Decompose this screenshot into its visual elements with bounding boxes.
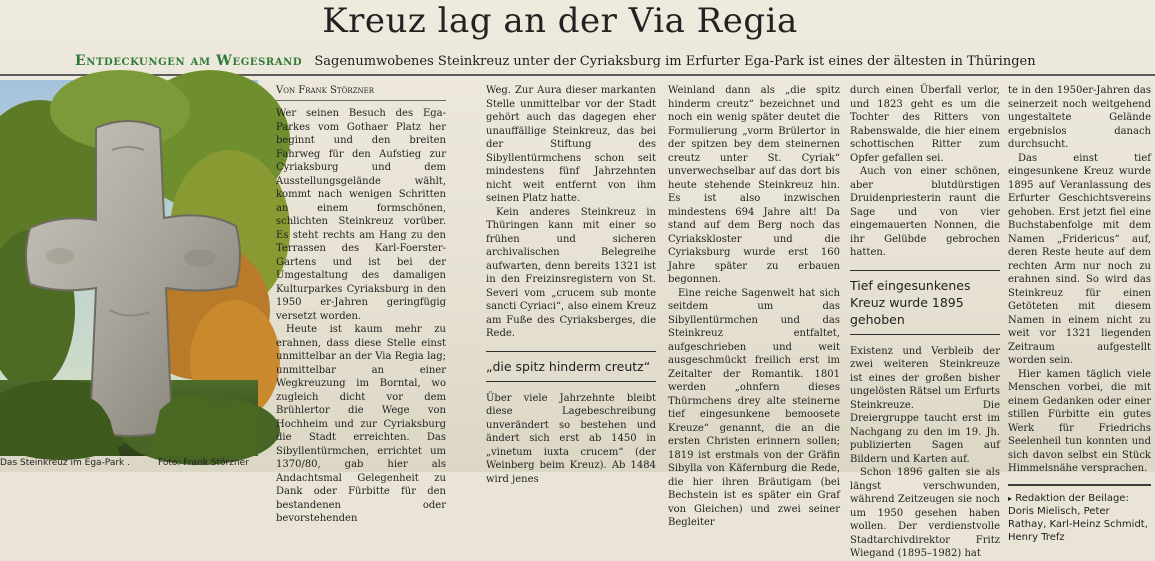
- editorial-note-text: Redaktion der Beilage: Doris Mielisch, Peter Rathay, Karl-Heinz Schmidt, Henry Trefz: [1008, 492, 1148, 543]
- photo-credit: Foto: Frank Störzner: [158, 458, 249, 468]
- paragraph: Auch von einer schönen, aber blutdürstigen Druidenpriesterin raunt die Sage und von vier eingemauerten Nonnen, die ihr Gelübde gebrochen hatten.: [850, 166, 1000, 258]
- article-column-5: [1008, 84, 1151, 543]
- stone-cross-illustration: [0, 80, 258, 456]
- paragraph: Kein anderes Steinkreuz in Thüringen kann mit einer so frühen und sicheren archivalischen Belegreihe aufwarten, denn bereits 1321 ist in den Freizinsregistern von St. Severi vom „crucem sub monte sancti Cyriaci“, also einem Kreuz am Fuße des Cyriaksberges, die Rede.: [486, 206, 656, 339]
- paragraph: Schon 1896 galten sie als längst verschwunden, während Zeitzeugen sie noch um 1950 gesehen haben wollen. Der verdienstvolle Stadtarchivdirektor Fritz Wiegand (1895–1982) hat: [850, 467, 1000, 559]
- subheadline: Sagenumwobenes Steinkreuz unter der Cyriaksburg im Erfurter Ega-Park ist eines der ältesten in Thüringen: [314, 54, 1036, 69]
- headline: Kreuz lag an der Via Regia: [322, 1, 798, 41]
- paragraph: Weinland dann als „die spitz hinderm creutz“ bezeichnet und noch ein wenig später deutet die Formulierung „vorm Brülertor in der spitzen bey dem steinernen creutz unter St. Cyriak“ unverwechselbar auf das dort bis heute stehende Steinkreuz hin. Es ist also inzwischen mindestens 694 Jahre alt! Da stand auf dem Berg noch das Cyriakskloster und die Cyriaksburg wurde erst 160 Jahre später zu erbauen begonnen.: [668, 85, 840, 285]
- stone-cross-photo: [0, 80, 258, 456]
- paragraph: Über viele Jahrzehnte bleibt diese Lagebeschreibung unverändert so bestehen und ändert sich erst ab 1450 in „vinetum iuxta crucem“ (der Weinberg beim Kreuz). Ab 1484 wird jenes: [486, 392, 656, 485]
- byline: Von Frank Störzner: [276, 84, 446, 101]
- paragraph: Eine reiche Sagenwelt hat sich seitdem um das Sibyllentürmchen und das Steinkreuz entfaltet, aufgeschrieben und weit ausgeschmückt freilich erst im Zeitalter der Romantik. 1801 werden „ohnfern dieses Thürmchens drey alte steinerne tief eingesunkene bemoosete Kreuze“ genannt, die an die ersten Christen erinnern sollen; 1819 ist erstmals von der Gräfin Sibylla von Käfernburg die Rede, die hier ihren Bräutigam (bei Bechstein ist es später ein Graf von Gleichen) und zwei seiner Begleiter: [668, 287, 840, 528]
- editorial-note: [1008, 484, 1151, 544]
- paragraph: durch einen Überfall verlor, und 1823 geht es um die Tochter des Ritters von Rabenswalde, die hier einem schottischen Ritter zum Opfer gefallen sei.: [850, 85, 1000, 164]
- section-kicker: Entdeckungen am Wegesrand: [75, 53, 303, 69]
- triangle-bullet-icon: ▸: [1008, 493, 1013, 503]
- headline-rule: [0, 74, 1155, 76]
- subheadline-row: [75, 51, 1150, 71]
- column-subhead: „die spitz hinderm creutz“: [486, 351, 656, 382]
- paragraph: Wer seinen Besuch des Ega-Parkes vom Gothaer Platz her beginnt und den breiten Fahrweg für den Aufstieg zur Cyriaksburg und dem Ausstellungsgelände wählt, kommt nach wenigen Schritten an einem formschönen, schlichten Steinkreuz vorüber. Es steht rechts am Hang zu den Terrassen des Karl-Foerster-Gartens und ist bei der Umgestaltung des damaligen Kulturparkes Cyriaksburg in den 1950 er-Jahren geringfügig versetzt worden.: [276, 108, 446, 322]
- article-column-2: [486, 84, 656, 485]
- column-subhead: Tief eingesunkenes Kreuz wurde 1895 gehoben: [850, 270, 1000, 335]
- article-column-1: [276, 84, 446, 524]
- paragraph: Heute ist kaum mehr zu erahnen, dass diese Stelle einst unmittelbar an der Via Regia lag; unmittelbar an einer Wegkreuzung im Borntal, wo zugleich dicht vor dem Brühlertor die Wege von Hochheim und zur Cyriaksburg die Stadt erreichten. Das Sibyllentürmchen, errichtet um 1370/80, gab hier als Andachtsmal Gelegenheit zu Dank oder Fürbitte für den bestandenen oder bevorstehenden: [276, 324, 446, 524]
- paragraph: te in den 1950er-Jahren das seinerzeit noch weitgehend ungestaltete Gelände ergebnislos danach durchsucht.: [1008, 85, 1151, 150]
- paragraph: Weg. Zur Aura dieser markanten Stelle unmittelbar vor der Stadt gehört auch das dagegen eher unauffällige Steinkreuz, das bei der Stiftung des Sibyllentürmchens schon seit mindestens fünf Jahrzehnten nicht weit entfernt von ihm seinen Platz hatte.: [486, 85, 656, 204]
- paragraph: Hier kamen täglich viele Menschen vorbei, die mit einem Gedanken oder einer stillen Fürbitte ein gutes Werk für Friedrichs Seelenheil tun konnten und sich davon selbst ein Stück Himmelsnähe versprachen.: [1008, 368, 1151, 474]
- article-column-4: [850, 84, 1000, 559]
- article-column-3: [668, 84, 840, 528]
- photo-caption: Das Steinkreuz im Ega-Park .: [0, 458, 130, 468]
- photo-caption-row: [0, 456, 258, 470]
- paragraph: Existenz und Verbleib der zwei weiteren Steinkreuze ist eines der großen bisher ungelösten Rätsel um Erfurts Steinkreuze. Die Dreiergruppe taucht erst im Nachgang zu den im 19. Jh. publizierten Sagen auf Bildern und Karten auf.: [850, 345, 1000, 465]
- paragraph: Das einst tief eingesunkene Kreuz wurde 1895 auf Veranlassung des Erfurter Geschichtsvereins gehoben. Erst jetzt fiel eine Buchstabenfolge mit dem Namen „Fridericus“ auf, deren Reste heute auf dem rechten Arm nur noch zu erahnen sind. So wird das Steinkreuz für einen Getöteten mit diesem Namen in einem nicht zu weit vor 1321 liegenden Zeitraum aufgestellt worden sein.: [1008, 152, 1151, 366]
